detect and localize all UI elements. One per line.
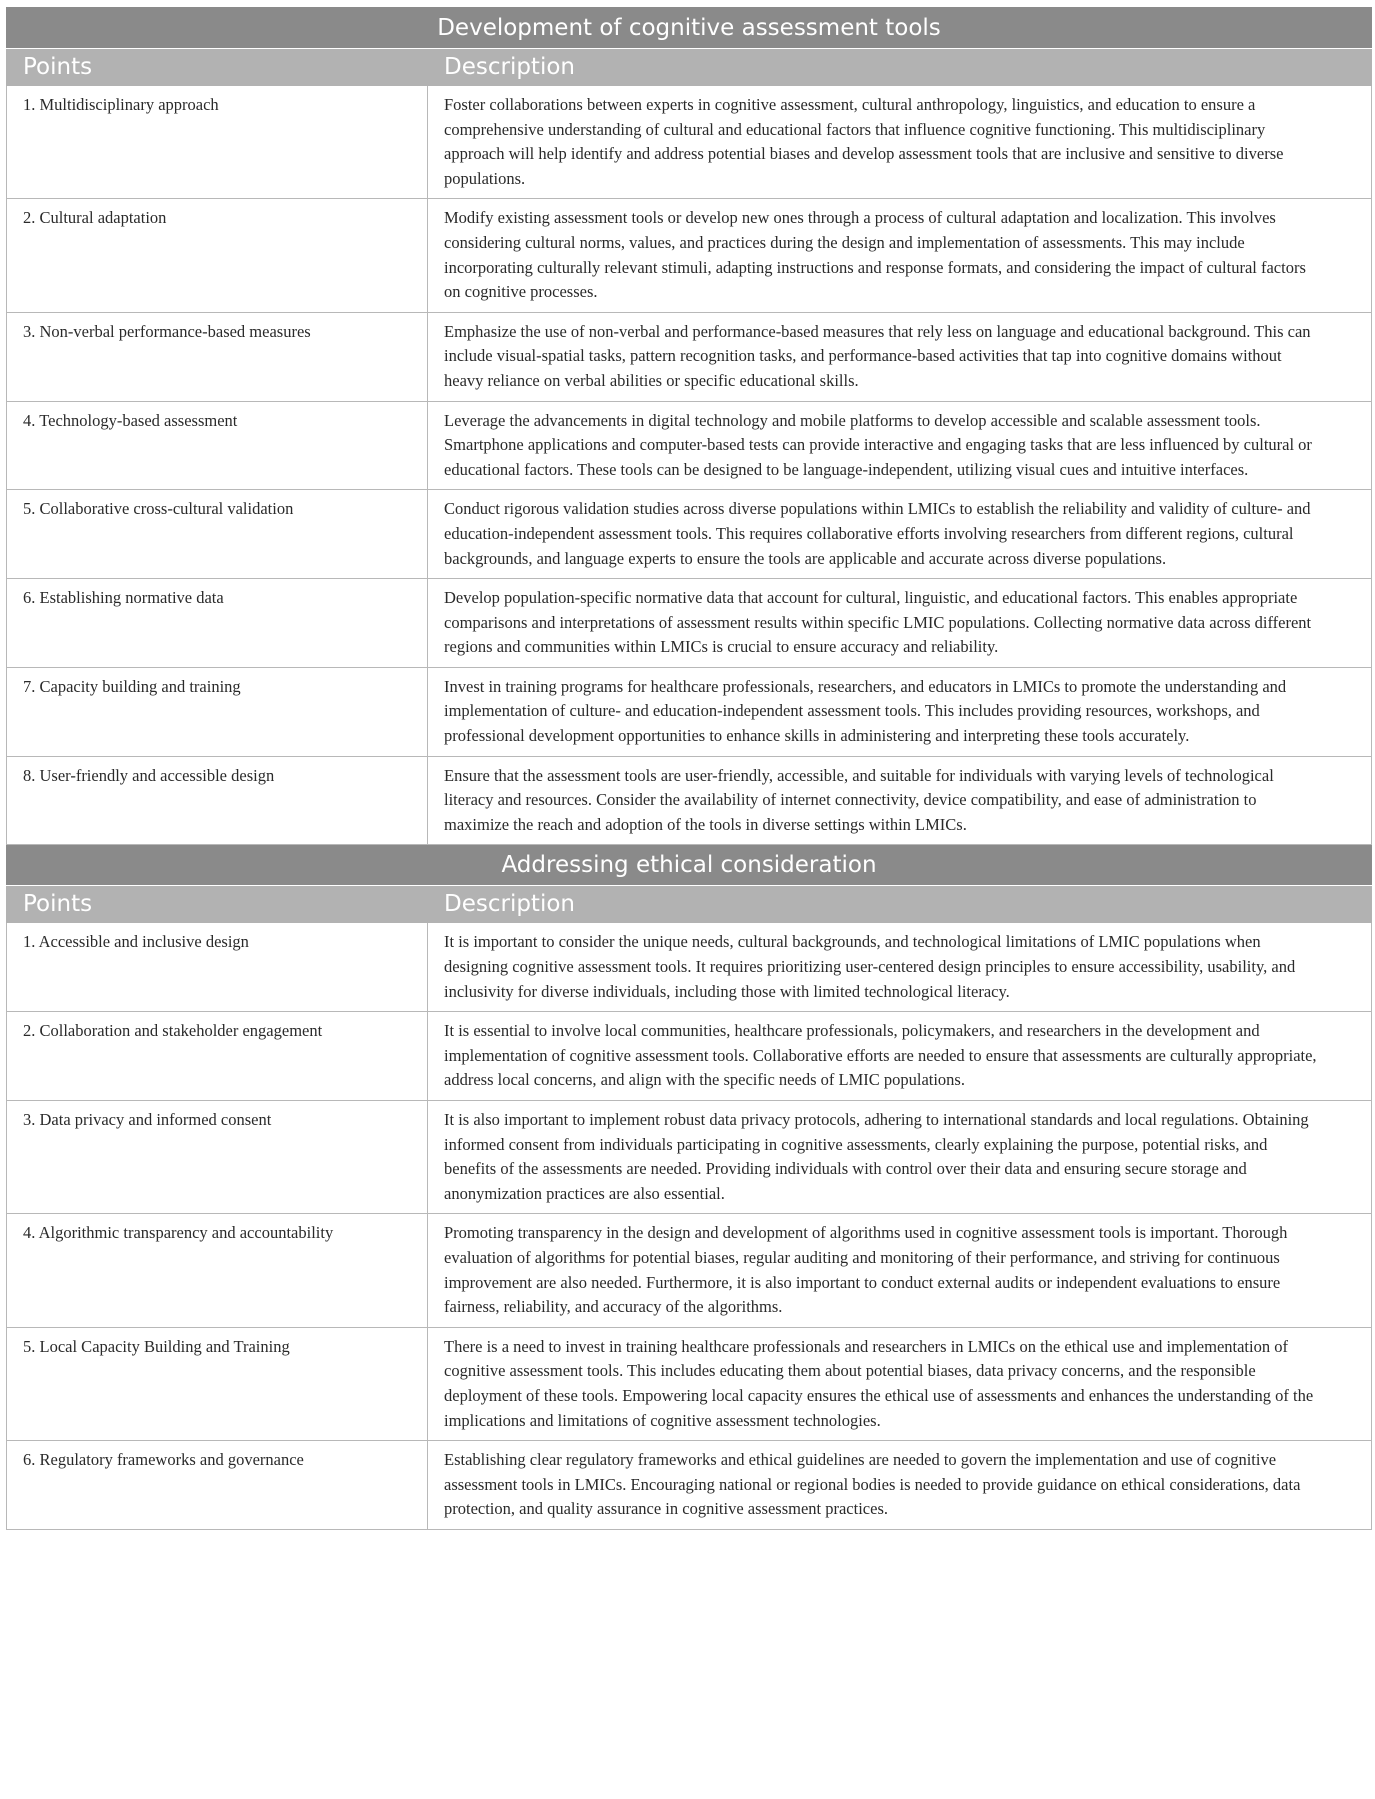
point-cell: 2. Collaboration and stakeholder engagement [7, 1012, 428, 1101]
section-title: Addressing ethical consideration [7, 845, 1372, 886]
table-row [7, 1012, 1372, 1101]
table-row [7, 312, 1372, 401]
point-cell: 4. Algorithmic transparency and accountability [7, 1214, 428, 1327]
table-row [7, 401, 1372, 490]
table-row [7, 199, 1372, 312]
column-header-points: Points [7, 49, 428, 86]
table-row [7, 579, 1372, 668]
table-row [7, 1441, 1372, 1530]
point-cell: 6. Establishing normative data [7, 579, 428, 668]
description-cell: Ensure that the assessment tools are user-friendly, accessible, and suitable for individuals with varying levels of technological literacy and resources. Consider the availability of internet connectivity, device compatibility, and ease of administration to maximize the reach and adoption of the tools in diverse settings within LMICs. [428, 756, 1372, 845]
point-cell: 1. Accessible and inclusive design [7, 923, 428, 1012]
description-cell: Modify existing assessment tools or develop new ones through a process of cultural adaptation and localization. This involves considering cultural norms, values, and practices during the design and implementation of assessments. This may include incorporating culturally relevant stimuli, adapting instructions and response formats, and considering the impact of cultural factors on cognitive processes. [428, 199, 1372, 312]
column-header-row [7, 886, 1372, 923]
description-cell: There is a need to invest in training healthcare professionals and researchers in LMICs on the ethical use and implementation of cognitive assessment tools. This includes educating them about potential biases, data privacy concerns, and the responsible deployment of these tools. Empowering local capacity ensures the ethical use of assessments and enhances the understanding of the implications and limitations of cognitive assessment technologies. [428, 1327, 1372, 1440]
point-cell: 3. Data privacy and informed consent [7, 1101, 428, 1214]
point-cell: 6. Regulatory frameworks and governance [7, 1441, 428, 1530]
table-row [7, 756, 1372, 845]
section-title-row [7, 845, 1372, 886]
description-cell: Leverage the advancements in digital technology and mobile platforms to develop accessible and scalable assessment tools. Smartphone applications and computer-based tests can provide interactive and engaging tasks that are less influenced by cultural or educational factors. These tools can be designed to be language-independent, utilizing visual cues and intuitive interfaces. [428, 401, 1372, 490]
recommendations-table [6, 7, 1372, 1530]
point-cell: 4. Technology-based assessment [7, 401, 428, 490]
table-row [7, 1327, 1372, 1440]
table-row [7, 1101, 1372, 1214]
point-cell: 3. Non-verbal performance-based measures [7, 312, 428, 401]
document-page [6, 7, 1371, 1530]
point-cell: 8. User-friendly and accessible design [7, 756, 428, 845]
description-cell: Foster collaborations between experts in cognitive assessment, cultural anthropology, linguistics, and education to ensure a comprehensive understanding of cultural and educational factors that influence cognitive functioning. This multidisciplinary approach will help identify and address potential biases and develop assessment tools that are inclusive and sensitive to diverse populations. [428, 86, 1372, 199]
table-row [7, 490, 1372, 579]
table-row [7, 667, 1372, 756]
column-header-description: Description [428, 886, 1372, 923]
description-cell: It is important to consider the unique needs, cultural backgrounds, and technological limitations of LMIC populations when designing cognitive assessment tools. It requires prioritizing user-centered design principles to ensure accessibility, usability, and inclusivity for diverse individuals, including those with limited technological literacy. [428, 923, 1372, 1012]
column-header-row [7, 49, 1372, 86]
point-cell: 7. Capacity building and training [7, 667, 428, 756]
description-cell: Establishing clear regulatory frameworks and ethical guidelines are needed to govern the implementation and use of cognitive assessment tools in LMICs. Encouraging national or regional bodies is needed to provide guidance on ethical considerations, data protection, and quality assurance in cognitive assessment practices. [428, 1441, 1372, 1530]
table-row [7, 86, 1372, 199]
description-cell: It is also important to implement robust data privacy protocols, adhering to international standards and local regulations. Obtaining informed consent from individuals participating in cognitive assessments, clearly explaining the purpose, potential risks, and benefits of the assessments are needed. Providing individuals with control over their data and ensuring secure storage and anonymization practices are also essential. [428, 1101, 1372, 1214]
table-body [7, 8, 1372, 1530]
section-title-row [7, 8, 1372, 49]
description-cell: It is essential to involve local communities, healthcare professionals, policymakers, and researchers in the development and implementation of cognitive assessment tools. Collaborative efforts are needed to ensure that assessments are culturally appropriate, address local concerns, and align with the specific needs of LMIC populations. [428, 1012, 1372, 1101]
point-cell: 1. Multidisciplinary approach [7, 86, 428, 199]
column-header-points: Points [7, 886, 428, 923]
point-cell: 2. Cultural adaptation [7, 199, 428, 312]
section-title: Development of cognitive assessment tools [7, 8, 1372, 49]
description-cell: Develop population-specific normative data that account for cultural, linguistic, and educational factors. This enables appropriate comparisons and interpretations of assessment results within specific LMIC populations. Collecting normative data across different regions and communities within LMICs is crucial to ensure accuracy and reliability. [428, 579, 1372, 668]
point-cell: 5. Local Capacity Building and Training [7, 1327, 428, 1440]
description-cell: Promoting transparency in the design and development of algorithms used in cognitive assessment tools is important. Thorough evaluation of algorithms for potential biases, regular auditing and monitoring of their performance, and striving for continuous improvement are also needed. Furthermore, it is also important to conduct external audits or independent evaluations to ensure fairness, reliability, and accuracy of the algorithms. [428, 1214, 1372, 1327]
description-cell: Invest in training programs for healthcare professionals, researchers, and educators in LMICs to promote the understanding and implementation of culture- and education-independent assessment tools. This includes providing resources, workshops, and professional development opportunities to enhance skills in administering and interpreting these tools accurately. [428, 667, 1372, 756]
description-cell: Conduct rigorous validation studies across diverse populations within LMICs to establish the reliability and validity of culture- and education-independent assessment tools. This requires collaborative efforts involving researchers from different regions, cultural backgrounds, and language experts to ensure the tools are applicable and accurate across diverse populations. [428, 490, 1372, 579]
table-row [7, 923, 1372, 1012]
point-cell: 5. Collaborative cross-cultural validation [7, 490, 428, 579]
column-header-description: Description [428, 49, 1372, 86]
description-cell: Emphasize the use of non-verbal and performance-based measures that rely less on language and educational background. This can include visual-spatial tasks, pattern recognition tasks, and performance-based activities that tap into cognitive domains without heavy reliance on verbal abilities or specific educational skills. [428, 312, 1372, 401]
table-row [7, 1214, 1372, 1327]
